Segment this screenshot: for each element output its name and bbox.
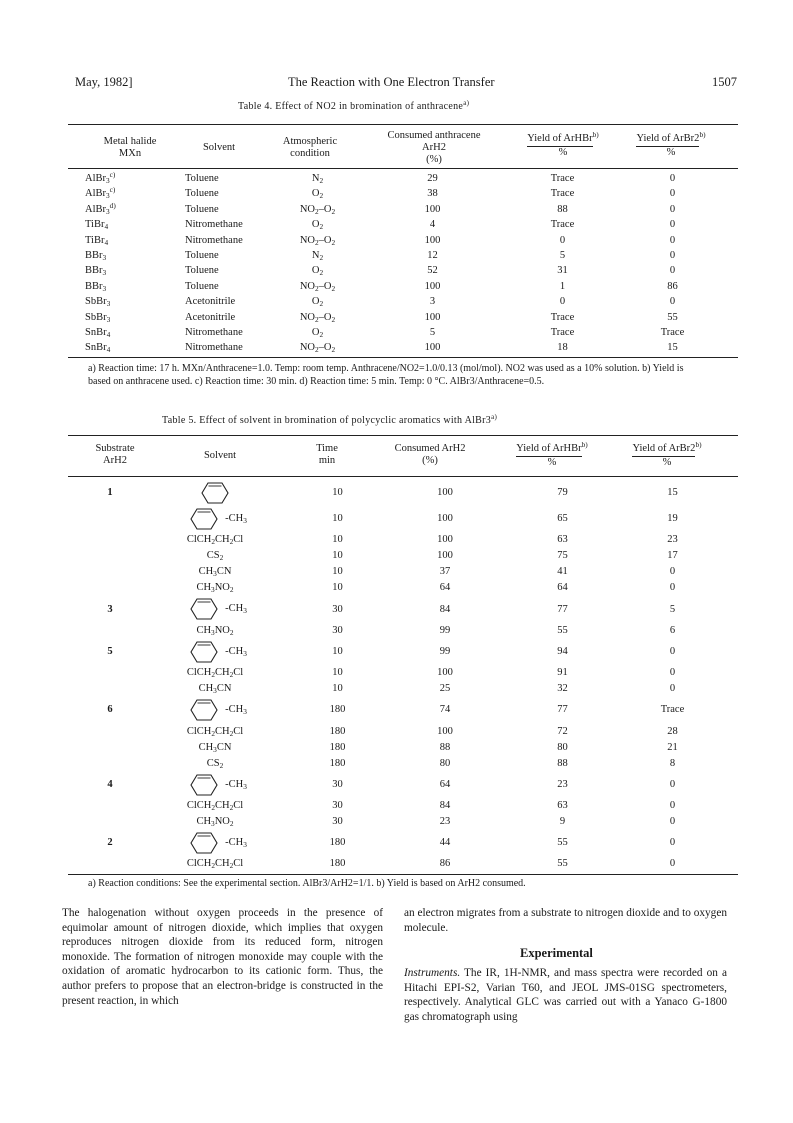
table4-row — [85, 279, 725, 294]
consumed-cell: 100 — [424, 311, 441, 323]
solvent-cell: $ClCH_2CH_2Cl$ — [186, 534, 244, 547]
solvent-cell — [140, 596, 290, 622]
atmosphere-cell: $O_2$ — [311, 327, 324, 340]
table5-row — [80, 681, 725, 697]
consumed-cell: 100 — [424, 280, 441, 292]
methyl-aromatic-structure: $-CH_3$ — [183, 506, 247, 532]
yield-arbr2-cell: Trace — [660, 704, 685, 716]
solvent-cell: $CH_3CN$ — [198, 566, 232, 579]
experimental-heading: Experimental — [520, 946, 593, 960]
table5-row — [80, 814, 725, 830]
yield-arbr2-cell: 21 — [667, 741, 678, 753]
table4-row — [85, 233, 725, 248]
yield-arhbr-cell: 94 — [557, 646, 568, 658]
table4-row — [85, 294, 725, 309]
table5-notes: a) Reaction conditions: See the experimental section. AlBr3/ArH2=1/1. b) Yield is based on ArH2 consumed. — [88, 878, 526, 889]
consumed-cell: 99 — [439, 646, 451, 658]
consumed-cell: 100 — [437, 534, 453, 546]
table5-caption-text: Table 5. Effect of solvent in bromination of polycyclic aromatics with AlBr3 — [162, 415, 492, 426]
solvent-cell: $CH_3NO_2$ — [196, 816, 234, 829]
metal-halide-cell: SbBr$_3$ — [85, 311, 111, 324]
time-cell: 180 — [329, 725, 346, 737]
time-cell: 10 — [332, 566, 343, 578]
table4-top-rule — [68, 124, 738, 125]
metal-halide-cell: AlBr$_3^{c)}$ — [85, 170, 116, 185]
metal-halide-cell: BBr$_3$ — [85, 280, 107, 293]
body-left-column: The halogenation without oxygen proceeds in the presence of equimolar amount of nitrogen dioxide, which implies that oxygen reproduces nitrogen dioxide from its reduced form, nitrogen monoxide. The formation of nitrogen monoxide may couple with the oxidation of aromatic hydrocarbon to its cationic form. Thus, the author prefers to propose that an electron-bridge is constructed in the present reaction, in which — [62, 907, 383, 1007]
table4-caption-mark: a) — [463, 99, 470, 107]
table5-caption — [162, 415, 497, 426]
solvent-cell: Toluene — [185, 188, 219, 200]
consumed-cell: 84 — [439, 603, 451, 615]
yield-arhbr-cell: Trace — [550, 219, 575, 231]
time-cell: 10 — [332, 550, 343, 562]
substrate-cell — [80, 665, 140, 681]
table5-row — [80, 548, 725, 564]
yield-arhbr-cell: 55 — [557, 858, 568, 870]
yield-arhbr-cell: Trace — [550, 311, 575, 323]
solvent-cell — [140, 772, 290, 798]
yield-arhbr-cell: 18 — [557, 342, 568, 354]
yield-arhbr-cell: 65 — [557, 513, 568, 525]
solvent-cell: Toluene — [185, 265, 219, 277]
table4-row — [85, 217, 725, 232]
metal-halide-cell: TiBr$_4$ — [85, 219, 109, 232]
table5-row — [80, 480, 725, 506]
yield-arhbr-cell: 63 — [557, 800, 568, 812]
table5-row — [80, 772, 725, 798]
t4-col-solvent: Solvent — [202, 142, 236, 153]
yield-arhbr-cell: 32 — [557, 683, 568, 695]
table4-caption — [238, 101, 469, 112]
yield-arbr2-cell: 0 — [669, 667, 676, 679]
solvent-cell: Nitromethane — [185, 327, 243, 339]
time-cell: 180 — [329, 858, 346, 870]
time-cell: 10 — [332, 487, 343, 498]
solvent-cell — [140, 830, 290, 856]
time-cell: 10 — [332, 534, 343, 546]
yield-arhbr-cell: 77 — [557, 603, 568, 615]
yield-arhbr-cell: 64 — [557, 582, 568, 594]
t4-col-y2: Yield of ArBr2$^{b)}$ % — [636, 130, 706, 158]
solvent-cell — [140, 480, 290, 506]
solvent-cell: Nitromethane — [185, 234, 243, 246]
yield-arbr2-cell: 0 — [669, 858, 676, 870]
atmosphere-cell: $NO_2-O_2$ — [299, 280, 336, 293]
substrate-cell — [80, 740, 140, 756]
substrate-cell — [80, 724, 140, 740]
t5-col-y1: Yield of ArHBr$^{b)}$ % — [516, 440, 588, 468]
yield-arhbr-cell: Trace — [550, 173, 575, 184]
solvent-cell: $ClCH_2CH_2Cl$ — [186, 667, 244, 680]
yield-arhbr-cell: Trace — [550, 188, 575, 200]
solvent-cell: Toluene — [185, 203, 219, 215]
table5-row — [80, 697, 725, 723]
yield-arbr2-cell: 0 — [669, 837, 676, 849]
yield-arhbr-cell: 72 — [557, 725, 568, 737]
substrate-cell — [80, 548, 140, 564]
table5-row — [80, 623, 725, 639]
table4-row — [85, 263, 725, 278]
consumed-cell: 84 — [439, 800, 451, 812]
substrate-cell — [80, 506, 140, 532]
solvent-cell: Toluene — [185, 173, 219, 184]
yield-arhbr-cell: Trace — [550, 327, 575, 339]
table5-row — [80, 830, 725, 856]
yield-arhbr-cell: 79 — [557, 487, 568, 498]
substrate-cell — [80, 532, 140, 548]
solvent-cell: $CH_3NO_2$ — [196, 582, 234, 595]
consumed-cell: 5 — [429, 327, 436, 339]
table5-bottom-rule — [68, 874, 738, 875]
consumed-cell: 64 — [439, 778, 451, 790]
substrate-cell: 6 — [107, 704, 113, 716]
solvent-cell: Nitromethane — [185, 219, 243, 231]
consumed-cell: 99 — [439, 624, 451, 636]
table4-row — [85, 186, 725, 201]
yield-arhbr-cell: 41 — [557, 566, 568, 578]
solvent-cell: Toluene — [185, 280, 219, 292]
consumed-cell: 12 — [427, 250, 438, 262]
yield-arbr2-cell: 15 — [667, 342, 678, 354]
solvent-cell — [140, 506, 290, 532]
time-cell: 10 — [332, 646, 343, 658]
consumed-cell: 64 — [439, 582, 451, 594]
atmosphere-cell: $NO_2-O_2$ — [299, 342, 336, 355]
yield-arbr2-cell: 17 — [667, 550, 678, 562]
t5-col-solvent: Solvent — [203, 450, 237, 461]
solvent-cell — [140, 697, 290, 723]
solvent-cell: Nitromethane — [185, 342, 243, 354]
consumed-cell: 38 — [427, 188, 438, 200]
table5-row — [80, 532, 725, 548]
time-cell: 30 — [332, 816, 343, 828]
solvent-cell: $CS_2$ — [206, 757, 224, 770]
yield-arbr2-cell: 0 — [669, 234, 676, 246]
consumed-cell: 100 — [437, 667, 453, 679]
consumed-cell: 44 — [439, 837, 451, 849]
yield-arhbr-cell: 31 — [557, 265, 568, 277]
table5-top-rule — [68, 435, 738, 436]
time-cell: 10 — [332, 683, 343, 695]
table5-row — [80, 506, 725, 532]
table5-row — [80, 639, 725, 665]
solvent-cell: $CH_3NO_2$ — [196, 624, 234, 637]
yield-arbr2-cell: 5 — [669, 603, 676, 615]
methyl-aromatic-structure: $-CH_3$ — [183, 639, 247, 665]
table4-row — [85, 325, 725, 340]
table5-row — [80, 580, 725, 596]
substrate-cell — [80, 856, 140, 872]
yield-arbr2-cell: 0 — [669, 296, 676, 308]
yield-arhbr-cell: 0 — [559, 234, 566, 246]
yield-arbr2-cell: 0 — [669, 250, 676, 262]
substrate-cell — [80, 814, 140, 830]
yield-arbr2-cell: 0 — [669, 265, 676, 277]
running-title: The Reaction with One Electron Transfer — [288, 75, 495, 89]
solvent-cell: Acetonitrile — [185, 296, 236, 308]
yield-arhbr-cell: 0 — [559, 296, 566, 308]
experimental-lead: Instruments. — [404, 967, 461, 979]
experimental-text: The IR, 1H-NMR, and mass spectra were recorded on a Hitachi EPI-S2, Varian T60, and JEOL JMS-01SG spectrometers, respectively. Analytical GLC was carried out with a Yanaco G-1800 gas chromatograph using — [404, 967, 727, 1023]
table5-row — [80, 596, 725, 622]
yield-arhbr-cell: 77 — [557, 704, 568, 716]
yield-arbr2-cell: 23 — [667, 534, 678, 546]
substrate-cell: 3 — [107, 603, 113, 615]
time-cell: 180 — [329, 837, 346, 849]
consumed-cell: 80 — [439, 757, 451, 769]
metal-halide-cell: BBr$_3$ — [85, 250, 107, 263]
substrate-cell — [80, 798, 140, 814]
yield-arhbr-cell: 80 — [557, 741, 568, 753]
methyl-aromatic-structure: $-CH_3$ — [183, 830, 247, 856]
table4-row — [85, 171, 725, 186]
atmosphere-cell: $NO_2-O_2$ — [299, 311, 336, 324]
solvent-cell: $ClCH_2CH_2Cl$ — [186, 725, 244, 738]
yield-arbr2-cell: 28 — [667, 725, 678, 737]
yield-arbr2-cell: 86 — [667, 280, 678, 292]
consumed-cell: 88 — [439, 741, 451, 753]
solvent-cell: $CH_3CN$ — [198, 741, 232, 754]
atmosphere-cell: $NO_2-O_2$ — [299, 234, 336, 247]
table4-caption-text: Table 4. Effect of NO2 in bromination of anthracene — [238, 101, 464, 112]
time-cell: 30 — [332, 624, 343, 636]
yield-arbr2-cell: 0 — [669, 188, 676, 200]
yield-arhbr-cell: 23 — [557, 778, 568, 790]
yield-arbr2-cell: 19 — [667, 513, 678, 525]
consumed-cell: 86 — [439, 858, 451, 870]
consumed-cell: 3 — [429, 296, 436, 308]
substrate-cell — [80, 681, 140, 697]
time-cell: 10 — [332, 582, 343, 594]
table4-header-rule — [68, 168, 738, 169]
consumed-cell: 100 — [424, 234, 441, 246]
yield-arbr2-cell: 8 — [669, 757, 676, 769]
solvent-cell: $CH_3CN$ — [198, 683, 232, 696]
consumed-cell: 100 — [424, 342, 441, 354]
time-cell: 10 — [332, 667, 343, 679]
yield-arbr2-cell: 0 — [669, 816, 676, 828]
yield-arhbr-cell: 1 — [559, 280, 566, 292]
atmosphere-cell: $NO_2-O_2$ — [299, 203, 336, 216]
metal-halide-cell: AlBr$_3^{d)}$ — [85, 200, 116, 216]
substrate-cell: 4 — [107, 778, 113, 790]
time-cell: 180 — [329, 704, 346, 716]
body-right-top: an electron migrates from a substrate to nitrogen dioxide and to oxygen molecule. — [404, 907, 727, 934]
consumed-cell: 74 — [439, 704, 451, 716]
table5-header-rule — [68, 476, 738, 477]
table5-row — [80, 756, 725, 772]
table4-row — [85, 310, 725, 325]
consumed-cell: 100 — [437, 550, 453, 562]
consumed-cell: 100 — [424, 203, 441, 215]
substrate-cell: 5 — [107, 646, 113, 658]
yield-arbr2-cell: 0 — [669, 683, 676, 695]
table5-row — [80, 564, 725, 580]
t4-col-metal: Metal halide MXn — [103, 136, 157, 159]
t5-col-y2: Yield of ArBr2$^{b)}$ % — [632, 440, 702, 468]
table5-body — [80, 480, 725, 872]
yield-arhbr-cell: 9 — [559, 816, 566, 828]
t4-col-consumed: Consumed anthracene ArH2 (%) — [387, 130, 481, 165]
t5-col-consumed: Consumed ArH2 (%) — [394, 443, 466, 466]
consumed-cell: 100 — [437, 725, 453, 737]
table5-row — [80, 856, 725, 872]
yield-arhbr-cell: 5 — [559, 250, 566, 262]
atmosphere-cell: $N_2$ — [311, 173, 324, 185]
table4-row — [85, 202, 725, 217]
yield-arbr2-cell: 0 — [669, 203, 676, 215]
yield-arbr2-cell: 6 — [669, 624, 676, 636]
metal-halide-cell: AlBr$_3^{c)}$ — [85, 185, 116, 201]
yield-arbr2-cell: 0 — [669, 566, 676, 578]
yield-arhbr-cell: 55 — [557, 624, 568, 636]
methyl-aromatic-structure: $-CH_3$ — [183, 772, 247, 798]
time-cell: 30 — [332, 778, 343, 790]
yield-arhbr-cell: 88 — [557, 757, 568, 769]
consumed-cell: 37 — [439, 566, 451, 578]
consumed-cell: 100 — [437, 513, 453, 525]
table4-row — [85, 248, 725, 263]
solvent-cell — [140, 639, 290, 665]
atmosphere-cell: $O_2$ — [311, 265, 324, 278]
consumed-cell: 52 — [427, 265, 438, 277]
time-cell: 30 — [332, 603, 343, 615]
table5-row — [80, 740, 725, 756]
substrate-cell: 1 — [107, 487, 113, 498]
solvent-cell: $CS_2$ — [206, 550, 224, 563]
substrate-cell — [80, 564, 140, 580]
metal-halide-cell: TiBr$_4$ — [85, 234, 109, 247]
table5-row — [80, 665, 725, 681]
aromatic-ring-structure — [194, 481, 236, 505]
substrate-cell: 2 — [107, 837, 113, 849]
atmosphere-cell: $O_2$ — [311, 219, 324, 232]
substrate-cell — [80, 756, 140, 772]
yield-arbr2-cell: 15 — [667, 487, 678, 498]
yield-arbr2-cell: 0 — [669, 778, 676, 790]
consumed-cell: 100 — [437, 487, 453, 498]
metal-halide-cell: SnBr$_4$ — [85, 327, 111, 340]
atmosphere-cell: $O_2$ — [311, 188, 324, 201]
yield-arhbr-cell: 91 — [557, 667, 568, 679]
time-cell: 180 — [329, 757, 346, 769]
table4-notes: a) Reaction time: 17 h. MXn/Anthracene=1.0. Temp: room temp. Anthracene/NO2=1.0/0.13 (mol/mol). NO2 was used as a 10% solution. b) Yield is based on anthracene used. c) Reaction time: 30 min. d) Reaction time: 5 min. Temp: 0 °C. AlBr3/Anthracene=0.5. — [88, 363, 684, 387]
metal-halide-cell: SnBr$_4$ — [85, 342, 111, 355]
page-number: 1507 — [712, 75, 737, 89]
methyl-aromatic-structure: $-CH_3$ — [183, 596, 247, 622]
metal-halide-cell: SbBr$_3$ — [85, 296, 111, 309]
table4-row — [85, 340, 725, 355]
methyl-aromatic-structure: $-CH_3$ — [183, 697, 247, 723]
table4-body — [85, 171, 725, 356]
yield-arbr2-cell: Trace — [660, 327, 685, 339]
yield-arbr2-cell: 0 — [669, 173, 676, 184]
yield-arhbr-cell: 88 — [557, 203, 568, 215]
t5-col-substrate: Substrate ArH2 — [95, 443, 135, 466]
solvent-cell: Acetonitrile — [185, 311, 236, 323]
t4-col-y1: Yield of ArHBr$^{b)}$ % — [527, 130, 599, 158]
substrate-cell — [80, 580, 140, 596]
table5-row — [80, 798, 725, 814]
time-cell: 30 — [332, 800, 343, 812]
yield-arbr2-cell: 0 — [669, 219, 676, 231]
solvent-cell: $ClCH_2CH_2Cl$ — [186, 800, 244, 813]
experimental-paragraph — [404, 966, 727, 1024]
table5-row — [80, 724, 725, 740]
atmosphere-cell: $O_2$ — [311, 296, 324, 309]
consumed-cell: 29 — [427, 173, 438, 184]
consumed-cell: 4 — [429, 219, 436, 231]
atmosphere-cell: $N_2$ — [311, 250, 324, 263]
yield-arhbr-cell: 55 — [557, 837, 568, 849]
time-cell: 10 — [332, 513, 343, 525]
table4-bottom-rule — [68, 357, 738, 358]
yield-arbr2-cell: 0 — [669, 800, 676, 812]
consumed-cell: 25 — [439, 683, 451, 695]
t4-col-atm: Atmospheric condition — [282, 136, 338, 159]
header-date: May, 1982] — [75, 75, 133, 89]
table5-caption-mark: a) — [491, 413, 498, 421]
yield-arbr2-cell: 0 — [669, 582, 676, 594]
yield-arbr2-cell: 55 — [667, 311, 678, 323]
solvent-cell: $ClCH_2CH_2Cl$ — [186, 858, 244, 871]
yield-arhbr-cell: 63 — [557, 534, 568, 546]
yield-arhbr-cell: 75 — [557, 550, 568, 562]
time-cell: 180 — [329, 741, 346, 753]
solvent-cell: Toluene — [185, 250, 219, 262]
substrate-cell — [80, 623, 140, 639]
metal-halide-cell: BBr$_3$ — [85, 265, 107, 278]
t5-col-time: Time min — [316, 443, 338, 466]
yield-arbr2-cell: 0 — [669, 646, 676, 658]
consumed-cell: 23 — [439, 816, 451, 828]
